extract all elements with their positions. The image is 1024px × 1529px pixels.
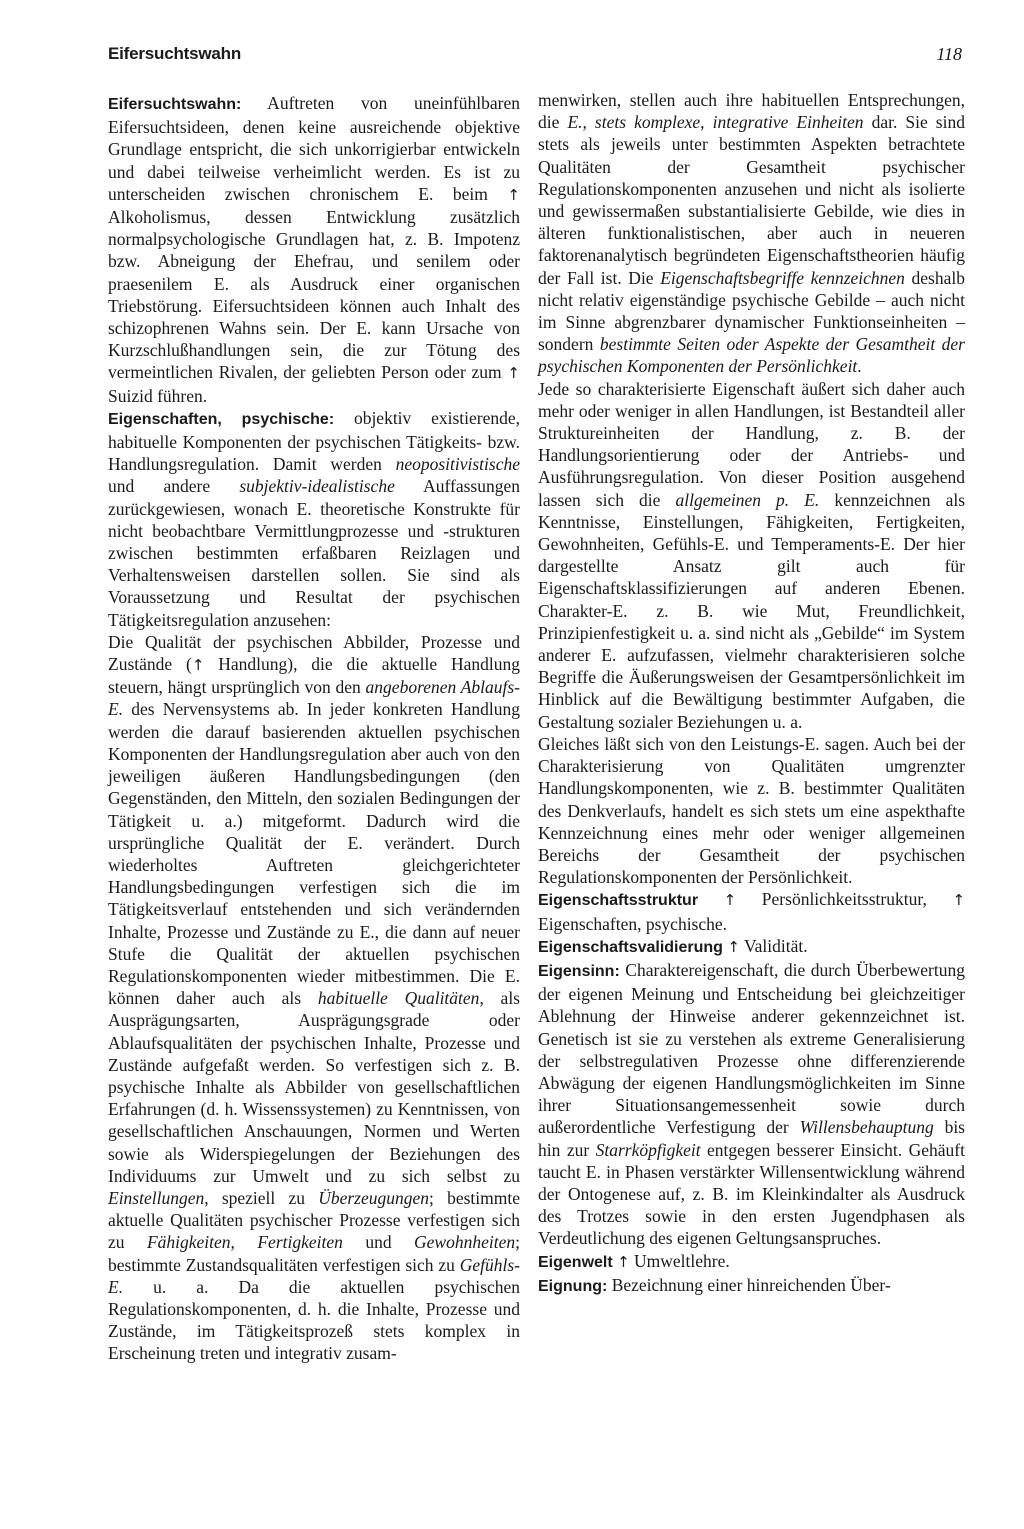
cross-reference-arrow-icon: ↑	[723, 891, 737, 910]
cross-reference-arrow-icon: ↑	[952, 891, 966, 910]
emphasized-text: Gefühls-E.	[108, 1254, 520, 1297]
emphasized-text: Gewohnheiten	[414, 1232, 516, 1253]
emphasized-text: E., stets komplexe, integrative Einheiten	[567, 112, 864, 133]
entry-text: Charaktereigenschaft, die durch Überbewertung der eigenen Meinung und Entscheidung bei gleichzeitiger Ablehnung der Hinweise anderer gekennzeichnet ist. Genetisch ist sie zu verstehen als extreme Generalisierung der selbstregulativen Prozesse ohne differenzierende Abwägung der eigenen Handlungsmöglichkeiten im Sinne ihrer Situationsangemessenheit sowie durch außerordentliche Verfestigung der	[538, 959, 965, 1138]
dictionary-entry	[538, 1274, 965, 1298]
entry-text: des Nervensystems ab. In jeder konkreten Handlung werden die darauf basierenden aktuellen psychischen Komponenten der Handlungsregulation aber auch von den jeweiligen äußeren Handlungsbedingungen (den Gegenständen, den Mitteln, den sozialen Bedingungen der Tätigkeit u. a.) mitgeformt. Dadurch wird die ursprüngliche Qualität der E. verändert. Durch wiederholtes Auftreten gleichgerichteter Handlungsbedingungen verfestigen sich die im Tätigkeitsverlauf entstehenden und sich verändernden Inhalte, Prozesse und Zustände zu E., die dann auf neuer Stufe die Qualität der aktuellen psychischen Regulationskomponenten wieder mitbestimmen. Die E. können daher auch als	[108, 699, 520, 1009]
entry-text: Auftreten von uneinfühlbaren Eifersuchtsideen, denen keine ausreichende objektive Grundlage entspricht, die sich unkorrigierbar entwickeln und dabei teilweise verheimlicht werden. Es ist zu unterscheiden zwischen chronischem E. beim	[108, 93, 520, 204]
entry-text: bis hin zur	[538, 1117, 965, 1160]
emphasized-text: bestimmte Seiten oder Aspekte der Gesamtheit der psychischen Komponenten der Persönlichkeit	[538, 334, 965, 377]
entry-text: Suizid führen.	[108, 385, 208, 406]
right-column	[538, 89, 965, 1298]
entry-paragraph	[538, 733, 965, 888]
entry-paragraph	[538, 378, 965, 733]
entry-text: Handlung), die die aktuelle Handlung steuern, hängt ursprünglich von den	[108, 654, 520, 698]
entry-text: Auffassungen zurückgewiesen, wonach E. theoretische Konstrukte für nicht beobachtbare Vermittlungprozesse und -strukturen zwischen bestimmten erfaßbaren Reizlagen und Verhaltensweisen darstellen sollen. Sie sind als Voraussetzung und Resultat der psychischen Tätigkeitsregulation anzusehen:	[108, 476, 520, 630]
running-head: Eifersuchtswahn	[108, 44, 242, 63]
cross-reference-arrow-icon: ↑	[727, 937, 740, 956]
cross-reference-arrow-icon: ↑	[191, 656, 205, 675]
entry-text: menwirken, stellen auch ihre habituellen Entsprechungen, die	[538, 90, 965, 133]
dictionary-entry	[538, 1250, 965, 1274]
entry-term: Eigenwelt	[538, 1253, 613, 1271]
emphasized-text: Überzeugungen	[318, 1187, 430, 1208]
dictionary-entry	[538, 888, 965, 934]
entry-term: Eigenschaften, psychische:	[108, 410, 335, 428]
entry-text: dar. Sie sind stets als jeweils unter bestimmten Aspekten betrachtete Qualitäten der Gesamtheit psychischer Regulationskomponenten anzusehen und nicht als isolierte und gewissermaßen substantialisierte Gebilde, wie dies in älteren funktionalistischen, aber auch in neueren faktorenanalytisch begründeten Eigenschaftstheorien häufig der Fall ist. Die	[538, 112, 965, 288]
entry-text: ; bestimmte aktuelle Qualitäten psychischer Prozesse verfestigen sich zu	[108, 1187, 520, 1253]
dictionary-entry	[108, 92, 520, 407]
entry-term: Eignung:	[538, 1277, 608, 1295]
entry-text: und	[342, 1232, 415, 1253]
entry-text: , speziell zu	[204, 1187, 319, 1208]
cross-reference-arrow-icon: ↑	[617, 1252, 630, 1271]
entry-term: Eigenschaftsstruktur	[538, 892, 699, 910]
entry-paragraph	[538, 89, 965, 378]
emphasized-text: Einstellungen	[108, 1187, 205, 1208]
emphasized-text: allgemeinen p. E.	[675, 489, 820, 510]
entry-text: Alkoholismus, dessen Entwicklung zusätzlich normalpsychologische Grundlagen hat, z. B. Impotenz bzw. Abneigung der Ehefrau, und senilem oder praesenilem E. als Ausdruck einer organischen Triebstörung. Eifersuchtsideen können auch Inhalt des schizophrenen Wahns sein. Der E. kann Ursache von Kurzschlußhandlungen sein, die zur Tötung des vermeintlichen Rivalen, der geliebten Person oder zum	[108, 207, 520, 383]
dictionary-entry	[108, 407, 520, 631]
entry-text: entgegen besserer Einsicht. Gehäuft taucht E. in Phasen verstärkter Willensentwicklung während der Ontogenese auf, z. B. im Kleinkindalter als Ausdruck des Trotzes sowie in den ersten Jugendphasen als Verdeutlichung des eigenen Geltungsanspruches.	[538, 1139, 965, 1249]
entry-text: Jede so charakterisierte Eigenschaft äußert sich daher auch mehr oder weniger in allen Handlungen, ist Bestandteil aller Struktureinheiten der Handlung, z. B. der Handlungsorientierung oder der Antriebs- und Ausführungsregulation. Von dieser Position ausgehend lassen sich die	[538, 378, 965, 510]
entry-text: und andere	[108, 476, 240, 497]
dictionary-entry	[538, 935, 965, 959]
entry-text: .	[857, 356, 862, 377]
emphasized-text: Eigenschaftsbegriffe kennzeichnen	[660, 267, 905, 288]
entry-text: Bezeichnung einer hinreichenden Über-	[607, 1274, 891, 1295]
entry-paragraph	[108, 631, 520, 1365]
left-column	[108, 92, 520, 1365]
entry-text: Eigenschaften, psychische.	[538, 913, 728, 934]
entry-text	[698, 889, 724, 909]
cross-reference-arrow-icon: ↑	[507, 364, 520, 383]
emphasized-text: Willensbehauptung	[799, 1117, 934, 1138]
entry-text: Die Qualität der psychischen Abbilder, Prozesse und Zustände (	[108, 631, 520, 675]
emphasized-text: Fähigkeiten, Fertigkeiten	[146, 1232, 343, 1253]
dictionary-entry	[538, 959, 965, 1250]
emphasized-text: Starrköpfigkeit	[595, 1139, 701, 1160]
entry-term: Eifersuchtswahn:	[108, 96, 242, 113]
page-number: 118	[936, 44, 962, 64]
emphasized-text: angeborenen Ablaufs-E.	[108, 677, 521, 720]
entry-text: Validität.	[739, 935, 808, 956]
entry-text: ; bestimmte Zustandsqualitäten verfestigen sich zu	[108, 1232, 520, 1275]
entry-text: Umweltlehre.	[629, 1250, 730, 1271]
cross-reference-arrow-icon: ↑	[507, 185, 520, 204]
entry-text: Persönlichkeitsstruktur,	[736, 889, 953, 910]
entry-text: deshalb nicht relativ eigenständige psychische Gebilde – auch nicht im Sinne abgrenzbarer dynamischer Funktionseinheiten – sondern	[538, 267, 965, 355]
entry-text: , als Ausprägungsarten, Ausprägungsgrade oder Ablaufsqualitäten der psychischen Inhalte, Prozesse und Zustände aufgefaßt werden. So verfestigen sich z. B. psychische Inhalte als Abbilder von gesellschaftlichen Erfahrungen (d. h. Wissenssystemen) zu Kenntnissen, von gesellschaftlichen Anschauungen, Normen und Werten sowie als Widerspiegelungen der Beziehungen des Individuums zur Umwelt und zu sich selbst zu	[108, 988, 520, 1186]
emphasized-text: subjektiv-idealistische	[239, 476, 395, 497]
entry-text: kennzeichnen als Kenntnisse, Einstellungen, Fähigkeiten, Fertigkeiten, Gewohnheiten, Gefühls-E. und Temperaments-E. Der hier dargestellte Ansatz gilt auch für Eigenschaftsklassifizierungen auf anderen Ebenen. Charakter-E. z. B. wie Mut, Freundlichkeit, Prinzipienfestigkeit u. a. sind nicht als „Gebilde“ im System anderer E. aufzufassen, vielmehr charakterisieren solche Begriffe die Äußerungsweisen der Gesamtpersönlichkeit im Hinblick auf die Bewältigung bestimmter Aufgaben, die Gestaltung sozialer Beziehungen u. a.	[538, 489, 966, 732]
entry-term: Eigenschaftsvalidierung	[538, 938, 723, 956]
entry-term: Eigensinn:	[538, 962, 620, 980]
entry-text: u. a. Da die aktuellen psychischen Regulationskomponenten, d. h. die Inhalte, Prozesse und Zustände, im Tätigkeitsprozeß stets komplex in Erscheinung treten und integrativ zusam-	[108, 1276, 520, 1364]
entry-text: Gleiches läßt sich von den Leistungs-E. sagen. Auch bei der Charakterisierung von Qualitäten umgrenzter Handlungskomponenten, wie z. B. bestimmter Qualitäten des Denkverlaufs, handelt es sich stets um eine aspekthafte Kennzeichnung eines mehr oder weniger allgemeinen Bereichs der Gesamtheit der psychischen Regulationskomponenten der Persönlichkeit.	[538, 733, 965, 888]
emphasized-text: neopositivistische	[395, 454, 520, 475]
emphasized-text: habituelle Qualitäten	[317, 988, 480, 1009]
entry-text: objektiv existierende, habituelle Komponenten der psychischen Tätigkeits- bzw. Handlungsregulation. Damit werden	[108, 407, 521, 475]
